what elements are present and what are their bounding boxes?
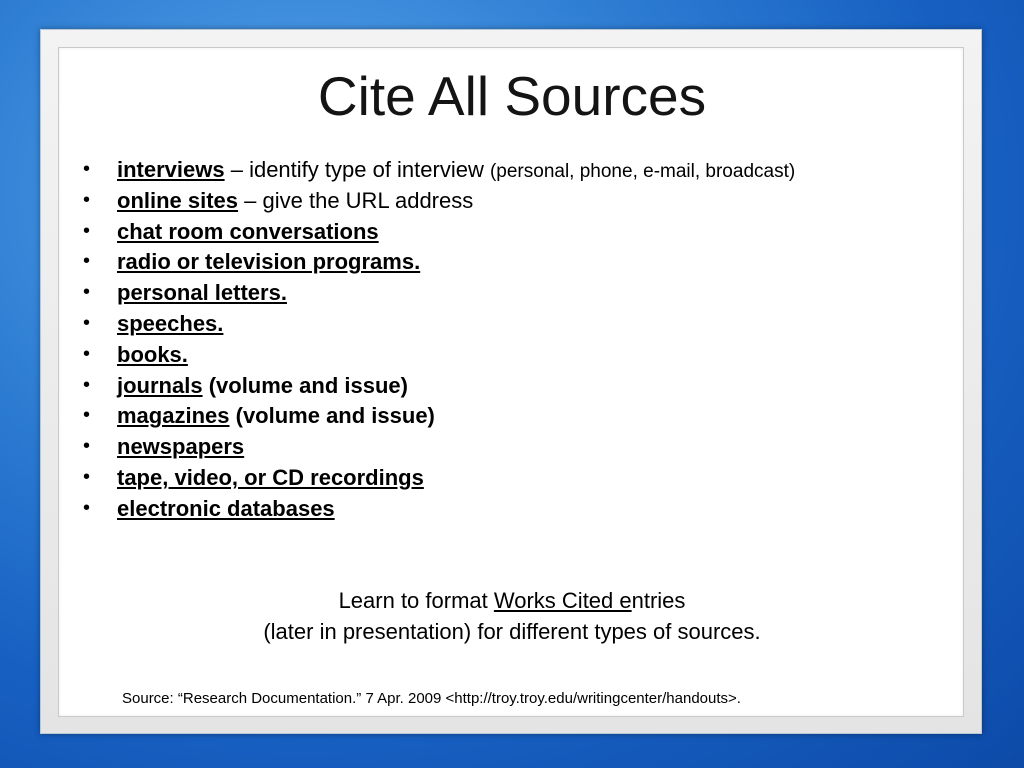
works-cited-suffix: ntries — [631, 588, 686, 613]
bullet-icon: • — [83, 250, 91, 273]
list-item-newspapers — [83, 431, 795, 462]
list-item-books — [83, 339, 795, 370]
item-term: journals — [117, 372, 203, 398]
item-term: interviews — [117, 157, 225, 182]
item-term: speeches. — [117, 310, 224, 336]
item-detail: – identify type of interview — [224, 157, 490, 182]
list-item-speeches — [83, 308, 795, 339]
item-term: chat room conversations — [117, 218, 379, 244]
list-item-online-sites — [83, 185, 795, 216]
item-term: magazines — [117, 403, 230, 429]
item-term: online sites — [117, 187, 239, 213]
bullet-icon: • — [83, 373, 91, 396]
list-item-journals — [83, 370, 795, 401]
bullet-icon: • — [83, 281, 91, 304]
source-citation: Source: “Research Documentation.” 7 Apr. 2009 <http://troy.troy.edu/writingcenter/handouts>. — [122, 690, 741, 707]
bullet-icon: • — [83, 435, 91, 458]
list-item-magazines — [83, 400, 795, 431]
bullet-icon: • — [83, 158, 91, 180]
bullet-icon: • — [83, 496, 91, 519]
bullet-icon: • — [83, 342, 91, 365]
item-term: personal letters. — [117, 280, 287, 306]
list-item-interviews — [83, 154, 795, 185]
item-suffix: (volume and issue) — [202, 372, 408, 398]
bullet-icon: • — [83, 219, 91, 242]
item-detail: – give the URL address — [238, 187, 474, 213]
works-cited-prefix: Learn to format — [338, 588, 494, 613]
bullet-icon: • — [83, 188, 91, 211]
bullet-icon: • — [83, 311, 91, 334]
item-term: electronic databases — [117, 495, 335, 521]
works-cited-line-2: (later in presentation) for different types of sources. — [263, 619, 761, 644]
item-note: (personal, phone, e-mail, broadcast) — [489, 161, 796, 182]
slide-title: Cite All Sources — [317, 65, 707, 127]
item-suffix: (volume and issue) — [229, 403, 435, 429]
works-cited-line-1 — [0, 585, 1024, 616]
item-term: tape, video, or CD recordings — [117, 464, 424, 490]
item-term: books. — [117, 341, 188, 367]
list-item-personal-letters — [83, 277, 795, 308]
works-cited-link[interactable]: Works Cited e — [493, 588, 632, 613]
list-item-databases — [83, 493, 795, 524]
source-type-list — [83, 154, 795, 524]
list-item-recordings — [83, 462, 795, 493]
item-term: newspapers — [117, 434, 245, 460]
item-term: radio or television programs. — [117, 249, 421, 275]
list-item-chat-room — [83, 216, 795, 247]
bullet-icon: • — [83, 465, 91, 488]
list-item-radio-tv — [83, 246, 795, 277]
bullet-icon: • — [83, 404, 91, 427]
works-cited-note — [0, 585, 1024, 647]
